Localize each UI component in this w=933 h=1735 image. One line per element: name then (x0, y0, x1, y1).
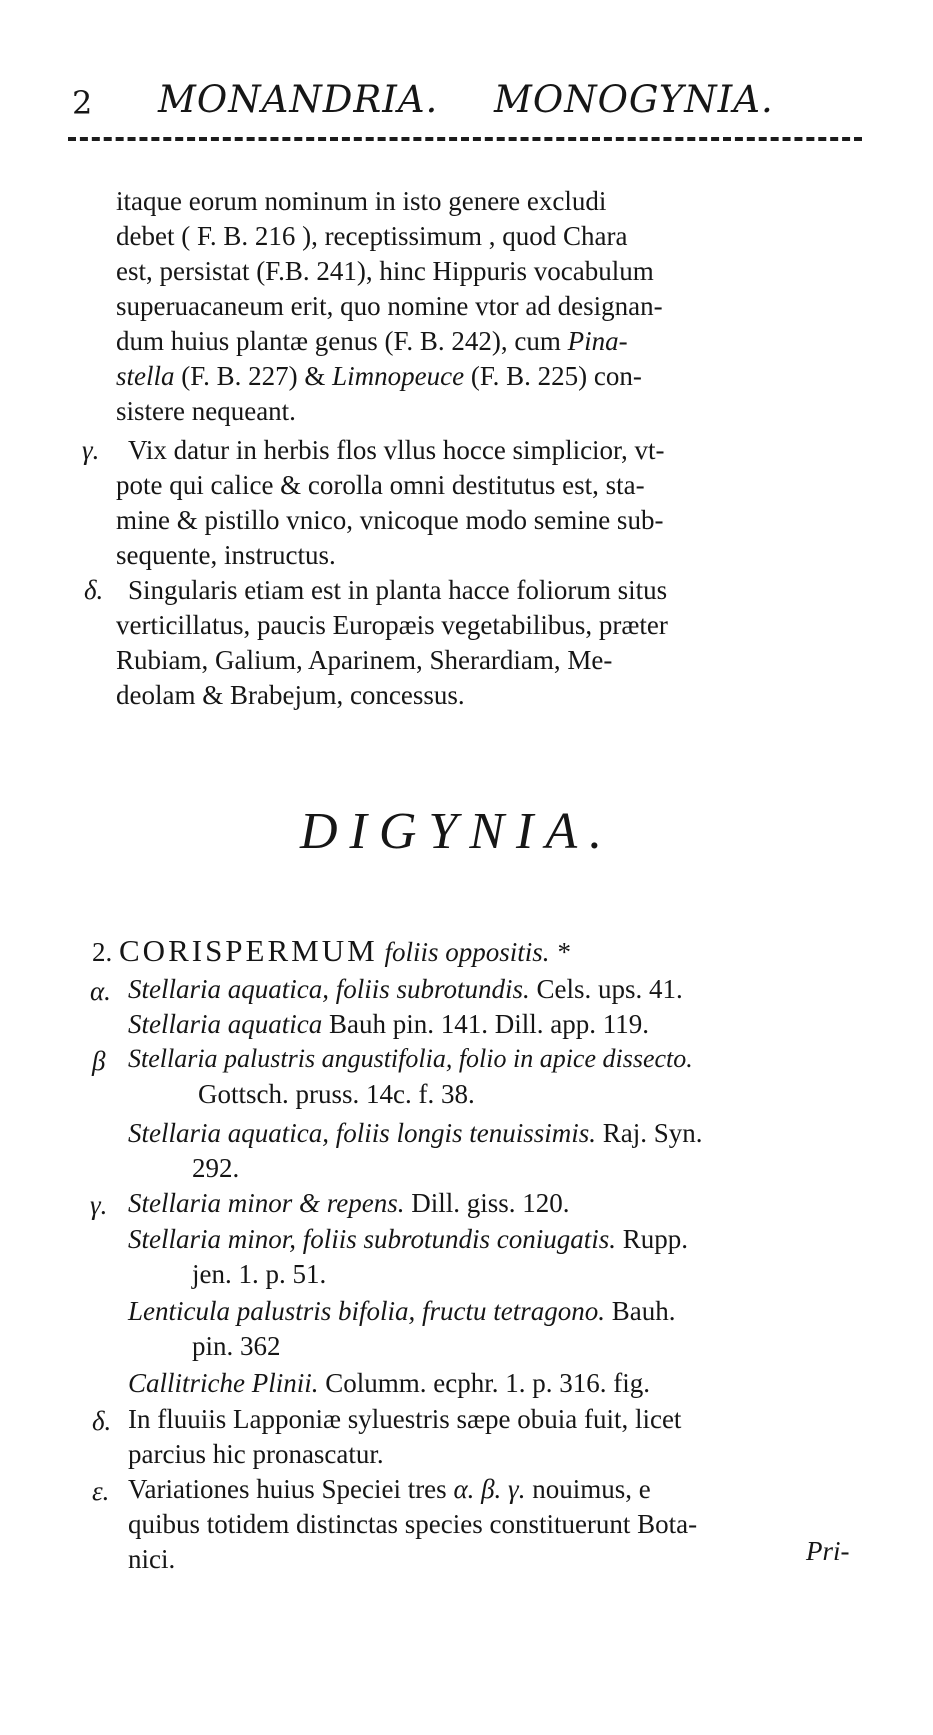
text-line: verticillatus, paucis Europæis vegetabilibus, præter (116, 610, 668, 640)
synonym-line (128, 1116, 703, 1150)
synonym-line: Gottsch. pruss. 14c. f. 38. (198, 1079, 475, 1109)
note-mark: γ. (82, 435, 100, 465)
synonym-line (128, 1042, 693, 1076)
text-line: debet ( F. B. 216 ), receptissimum , quod Chara (116, 221, 628, 251)
italic-span: Stellaria aquatica, foliis subrotundis. (128, 974, 530, 1004)
italic-span: α. β. γ. (453, 1474, 526, 1504)
text-line: est, persistat (F.B. 241), hinc Hippuris vocabulum (116, 256, 654, 286)
species-diagnosis: foliis oppositis. * (384, 937, 570, 967)
text-span: Rupp. (616, 1224, 689, 1254)
synonym-line (128, 1222, 688, 1256)
variety-mark: α. (90, 976, 111, 1006)
page-number: 2 (72, 84, 94, 122)
italic-span: stella (116, 361, 175, 391)
text-line: sequente, instructus. (116, 540, 336, 570)
header-title-order: MONOGYNIA. (494, 78, 774, 121)
variety-mark: ε. (92, 1476, 110, 1506)
italic-span: Callitriche Plinii. (128, 1368, 319, 1398)
synonym-line (128, 1294, 676, 1328)
text-line: pote qui calice & corolla omni destitutus est, sta- (116, 470, 645, 500)
text-line: sistere nequeant. (116, 396, 296, 426)
text-span: Variationes huius Speciei tres (128, 1474, 454, 1504)
text-line: deolam & Brabejum, concessus. (116, 680, 465, 710)
italic-span: Limnopeuce (332, 361, 465, 391)
text-line: nici. (128, 1544, 176, 1574)
section-heading: DIGYNIA. (300, 803, 615, 860)
species-number: 2. (92, 937, 113, 967)
italic-span: Stellaria palustris angustifolia, folio in apice dissecto. (128, 1044, 693, 1073)
note-mark: δ. (84, 575, 104, 605)
text-span: Bauh pin. 141. Dill. app. 119. (322, 1009, 649, 1039)
italic-span: Stellaria minor, foliis subrotundis coniugatis. (128, 1224, 617, 1254)
variety-mark: γ. (90, 1190, 108, 1220)
text-line: mine & pistillo vnico, vnicoque modo semine sub- (116, 505, 664, 535)
text-span: Columm. ecphr. 1. p. 316. fig. (318, 1368, 650, 1398)
running-header (72, 78, 872, 126)
header-rule (68, 137, 862, 141)
text-line: In fluuiis Lapponiæ syluestris sæpe obuia fuit, licet (128, 1404, 682, 1434)
synonym-line: jen. 1. p. 51. (192, 1259, 327, 1289)
text-span: Cels. ups. 41. (529, 974, 683, 1004)
species-name: CORISPERMUM (119, 933, 378, 968)
synonym-line: pin. 362 (192, 1331, 281, 1361)
text-span: Dill. giss. 120. (404, 1188, 570, 1218)
synonym-line (128, 972, 683, 1006)
text-span: (F. B. 225) con- (464, 361, 642, 391)
italic-span: Pina- (567, 326, 628, 356)
text-span: (F. B. 227) & (174, 361, 333, 391)
text-line (128, 1472, 651, 1506)
italic-span: Lenticula palustris bifolia, fructu tetragono. (128, 1296, 606, 1326)
text-line: Rubiam, Galium, Aparinem, Sherardiam, Me- (116, 645, 613, 675)
text-line: Vix datur in herbis flos vllus hocce simplicior, vt- (128, 435, 665, 465)
text-span: nouimus, e (525, 1474, 651, 1504)
species-line (92, 934, 570, 969)
variety-mark: δ. (92, 1406, 112, 1436)
text-span: Raj. Syn. (596, 1118, 703, 1148)
catchword: Pri- (806, 1536, 850, 1566)
text-line: Singularis etiam est in planta hacce foliorum situs (128, 575, 668, 605)
text-line: parcius hic pronascatur. (128, 1439, 384, 1469)
text-line: superuacaneum erit, quo nomine vtor ad designan- (116, 291, 663, 321)
italic-span: Stellaria aquatica (128, 1009, 323, 1039)
text-line (116, 324, 628, 358)
variety-mark: β (92, 1046, 106, 1076)
text-line (116, 359, 642, 393)
text-line: itaque eorum nominum in isto genere excludi (116, 186, 607, 216)
synonym-line (128, 1366, 650, 1400)
synonym-line (128, 1186, 570, 1220)
text-span: Bauh. (605, 1296, 676, 1326)
italic-span: Stellaria minor & repens. (128, 1188, 405, 1218)
italic-span: Stellaria aquatica, foliis longis tenuissimis. (128, 1118, 597, 1148)
header-title-class: MONANDRIA. (158, 78, 439, 121)
synonym-line (128, 1007, 649, 1041)
synonym-line: 292. (192, 1153, 240, 1183)
text-line: quibus totidem distinctas species constituerunt Bota- (128, 1509, 698, 1539)
text-span: dum huius plantæ genus (F. B. 242), cum (116, 326, 561, 356)
